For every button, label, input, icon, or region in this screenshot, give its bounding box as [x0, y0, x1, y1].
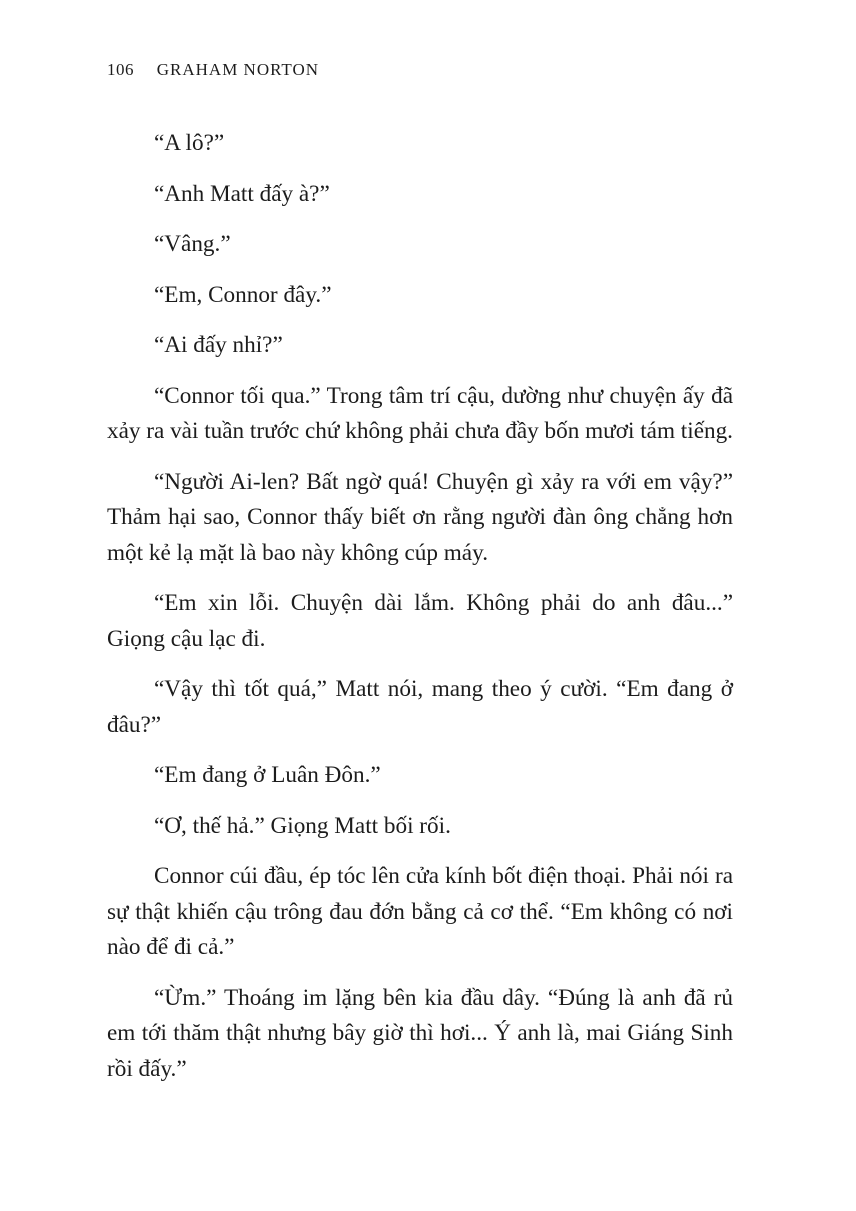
page-number: 106: [107, 60, 134, 79]
paragraph: “Anh Matt đấy à?”: [154, 180, 330, 207]
running-head: GRAHAM NORTON: [156, 60, 320, 79]
paragraph: “Em xin lỗi. Chuyện dài lắm. Không phải do anh đâu...” Giọng cậu lạc đi.: [107, 590, 733, 652]
paragraph: “Ừm.” Thoáng im lặng bên kia đầu dây. “Đúng là anh đã rủ em tới thăm thật nhưng bây giờ thì hơi... Ý anh là, mai Giáng Sinh rồi đấy.”: [107, 984, 733, 1082]
body-text: [107, 126, 733, 1102]
paragraph: “Em, Connor đây.”: [154, 281, 332, 308]
paragraph: “Ai đấy nhỉ?”: [154, 332, 283, 358]
paragraph: “Vậy thì tốt quá,” Matt nói, mang theo ý cười. “Em đang ở đâu?”: [107, 676, 733, 738]
paragraph: “Ơ, thế hả.” Giọng Matt bối rối.: [154, 812, 451, 839]
paragraph: “Connor tối qua.” Trong tâm trí cậu, dường như chuyện ấy đã xảy ra vài tuần trước chứ không phải chưa đầy bốn mươi tám tiếng.: [107, 382, 733, 444]
paragraph: “Người Ai-len? Bất ngờ quá! Chuyện gì xảy ra với em vậy?” Thảm hại sao, Connor thấy biết ơn rằng người đàn ông chẳng hơn một kẻ lạ mặt là bao này không cúp máy.: [107, 468, 733, 566]
paragraph: “A lô?”: [154, 130, 225, 156]
paragraph: Connor cúi đầu, ép tóc lên cửa kính bốt điện thoại. Phải nói ra sự thật khiến cậu trông đau đớn bằng cả cơ thể. “Em không có nơi nào để đi cả.”: [107, 863, 733, 960]
page-header: [107, 60, 319, 80]
paragraph: “Vâng.”: [154, 231, 231, 257]
paragraph: “Em đang ở Luân Đôn.”: [154, 762, 381, 788]
